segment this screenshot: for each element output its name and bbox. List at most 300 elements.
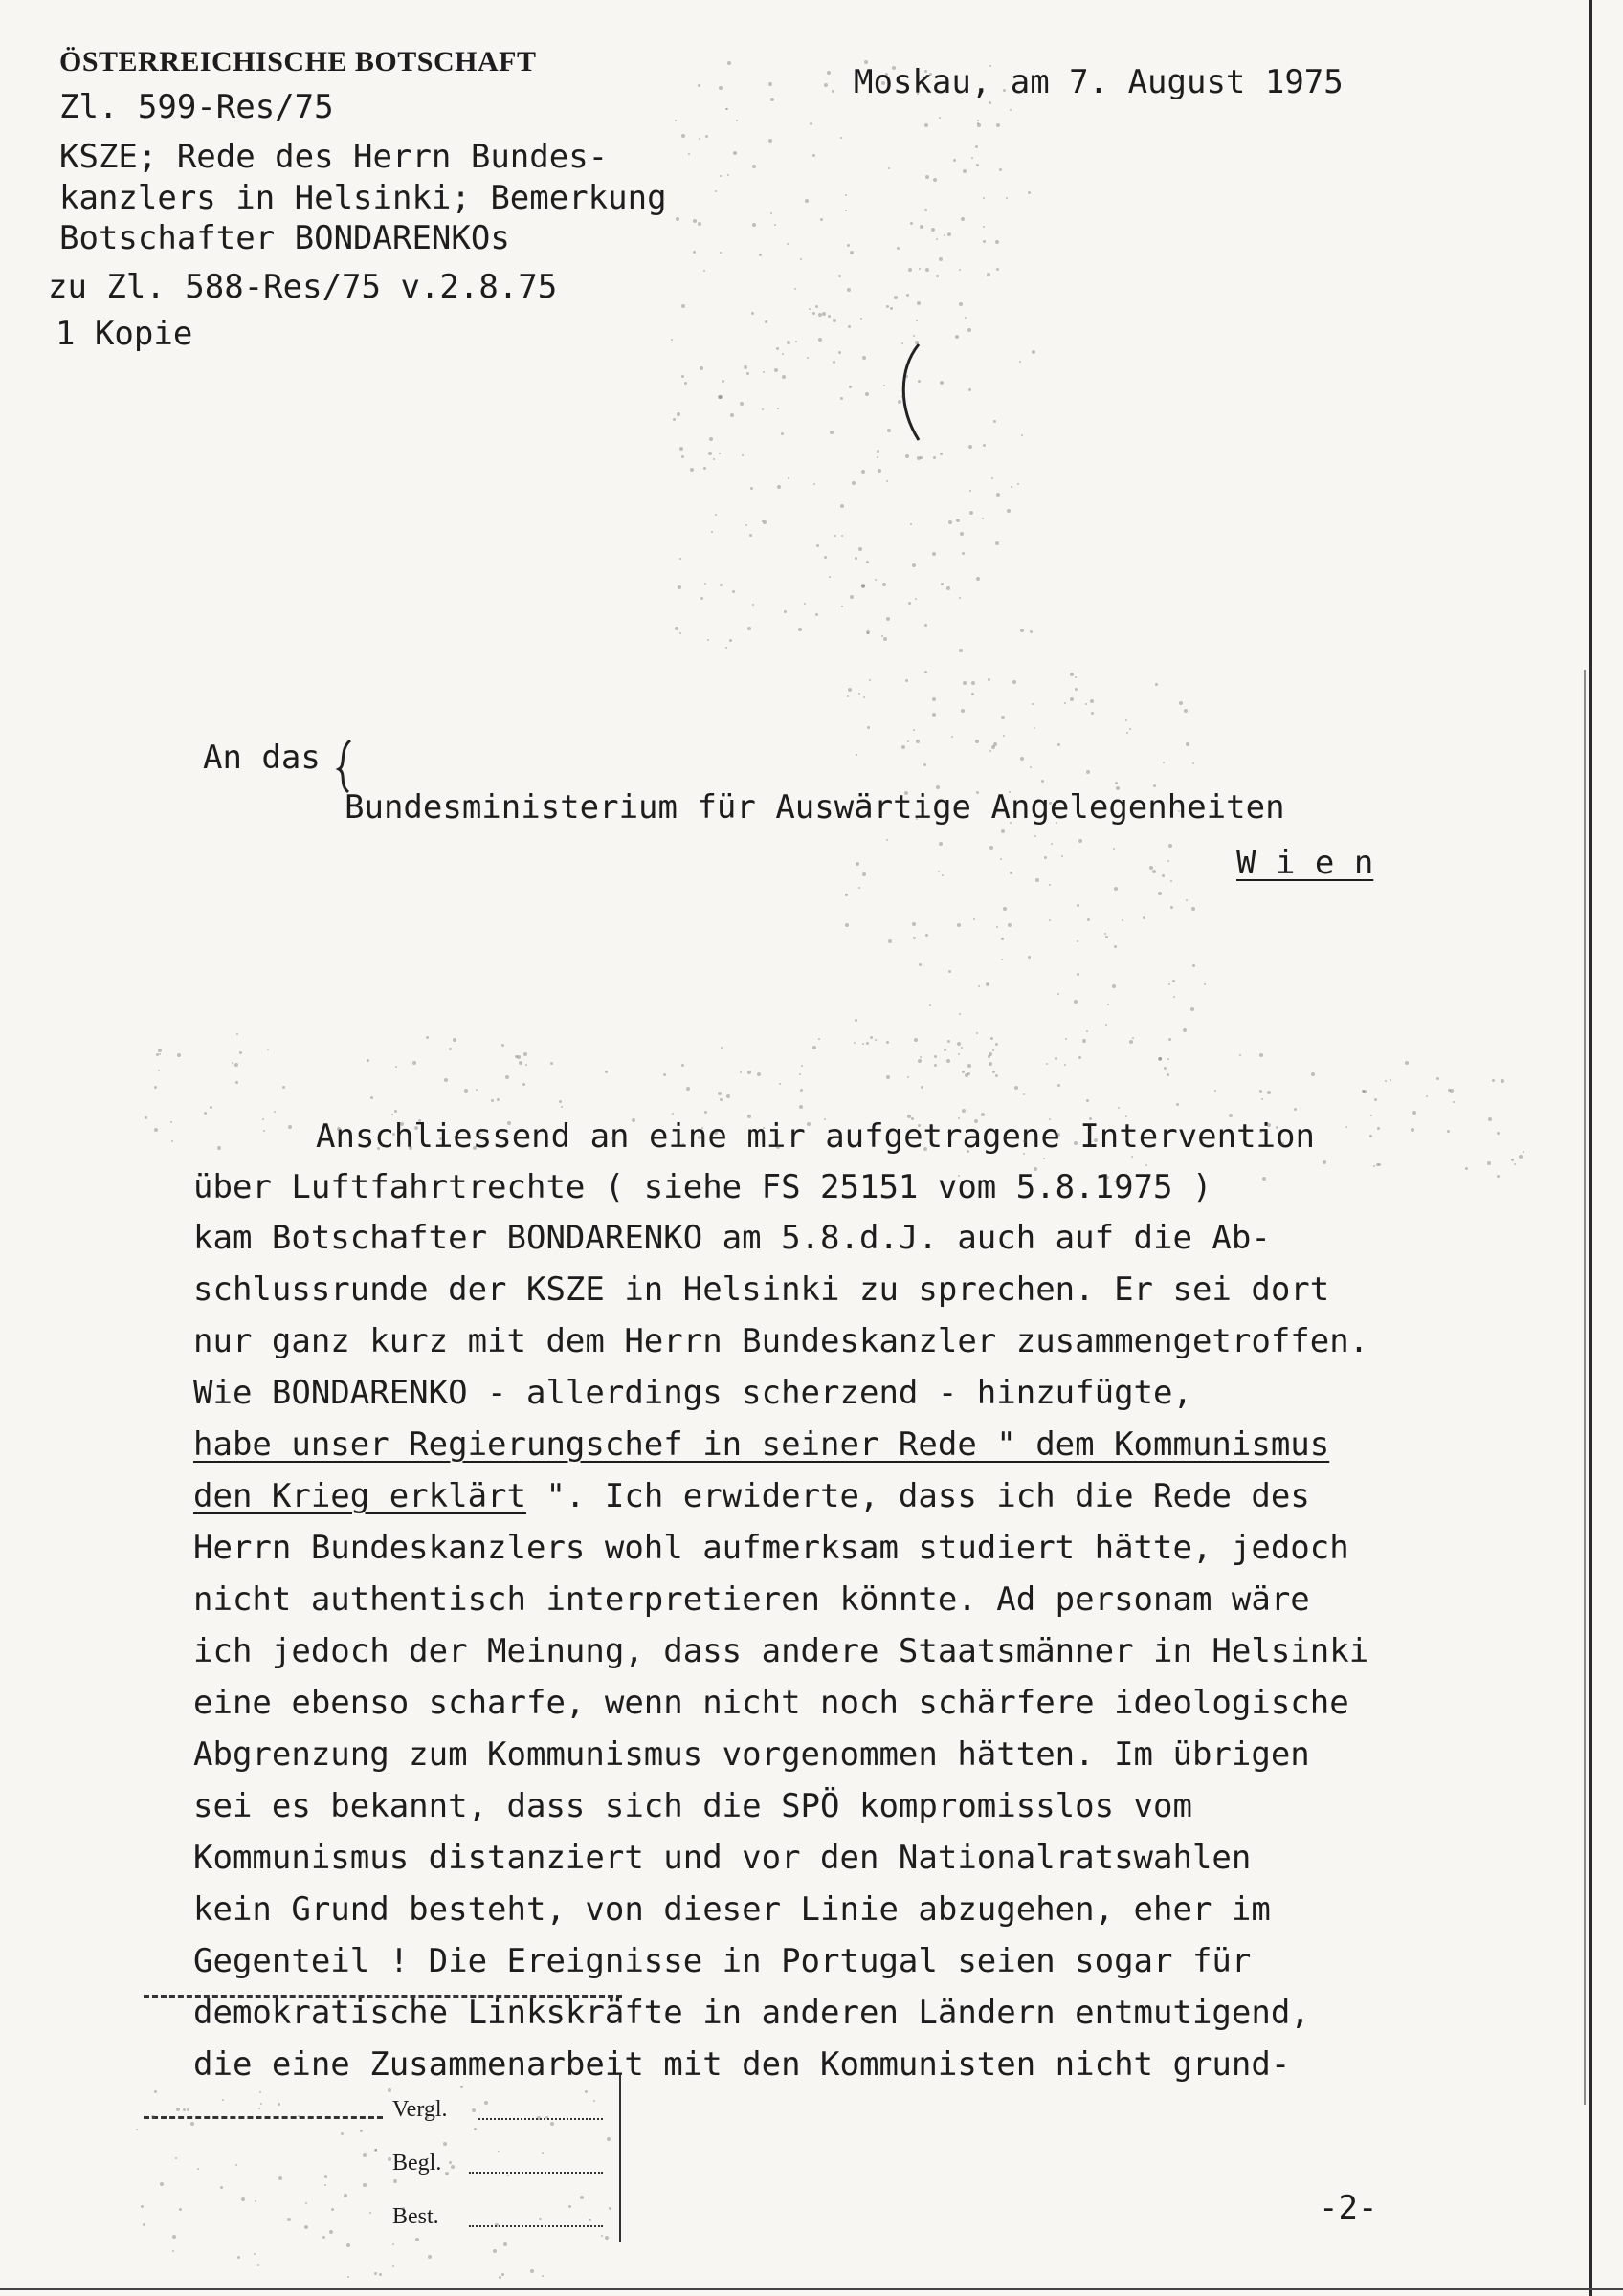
scan-speckle	[883, 637, 887, 641]
scan-speckle	[476, 1089, 478, 1091]
scan-speckle	[1519, 1155, 1523, 1159]
scan-speckle	[977, 120, 979, 121]
scan-speckle	[363, 2153, 367, 2157]
scan-speckle	[906, 294, 909, 297]
scan-speckle	[801, 1065, 803, 1067]
scan-speckle	[841, 606, 843, 607]
scan-speckle	[154, 1086, 157, 1089]
scan-speckle	[953, 159, 956, 162]
scan-speckle	[720, 175, 722, 177]
scan-speckle	[1497, 1132, 1500, 1135]
scan-speckle	[959, 302, 963, 306]
scan-speckle	[1008, 923, 1012, 927]
scan-speckle	[989, 750, 991, 752]
scan-speckle	[975, 740, 979, 743]
scan-speckle	[818, 338, 822, 342]
scan-speckle	[1064, 1064, 1066, 1066]
scan-speckle	[681, 455, 684, 458]
scan-speckle	[812, 1046, 816, 1049]
stamp-label-begl: Begl.	[392, 2151, 442, 2175]
scan-speckle	[752, 223, 756, 227]
scan-speckle	[605, 2236, 609, 2240]
scan-speckle	[883, 385, 885, 386]
scan-speckle	[840, 137, 842, 139]
scan-speckle	[523, 1052, 527, 1056]
scan-speckle	[932, 697, 936, 701]
scan-speckle	[934, 1064, 937, 1067]
scan-speckle	[782, 353, 784, 355]
scan-speckle	[777, 485, 781, 489]
scan-speckle	[946, 586, 950, 590]
scan-speckle	[1114, 887, 1118, 891]
stamp-begl-dots	[469, 2172, 603, 2174]
scan-speckle	[259, 2091, 261, 2093]
scan-speckle	[768, 82, 772, 86]
scan-speckle	[304, 2225, 308, 2229]
scan-speckle	[1373, 1165, 1375, 1167]
scan-speckle	[815, 305, 818, 308]
scan-speckle	[845, 210, 847, 211]
scan-speckle	[1465, 1167, 1468, 1170]
scan-speckle	[479, 1133, 481, 1135]
scan-speckle	[1511, 1159, 1514, 1161]
scan-speckle	[1170, 880, 1172, 882]
body-line-14: sei es bekannt, dass sich die SPÖ kompromisslos vom	[193, 1787, 1192, 1825]
scan-speckle	[971, 157, 973, 159]
scan-speckle	[278, 2103, 280, 2106]
scan-speckle	[679, 447, 683, 451]
scan-speckle	[961, 1047, 963, 1049]
scan-speckle	[713, 458, 715, 460]
scan-speckle	[824, 83, 828, 87]
scan-speckle	[795, 341, 797, 342]
scan-speckle	[742, 454, 744, 456]
scan-speckle	[845, 923, 849, 927]
scan-speckle	[777, 408, 779, 409]
scan-speckle	[976, 1032, 978, 1034]
scan-speckle	[720, 584, 723, 586]
scan-speckle	[346, 2243, 350, 2247]
scan-speckle	[901, 745, 905, 749]
scan-speckle	[957, 1042, 961, 1046]
scan-speckle	[961, 709, 965, 713]
scan-speckle	[711, 531, 713, 533]
scan-speckle	[862, 872, 866, 876]
body-line-17: Gegenteil ! Die Ereignisse in Portugal seien sogar für	[193, 1942, 1252, 1980]
scan-speckle	[1152, 870, 1156, 873]
scan-speckle	[875, 579, 877, 581]
scan-speckle	[460, 2086, 463, 2088]
scan-speckle	[1107, 1004, 1109, 1005]
scan-speckle	[439, 1137, 442, 1140]
scan-speckle	[1378, 1163, 1381, 1166]
stamp-row-best	[392, 2204, 439, 2230]
scan-speckle	[867, 726, 870, 729]
scan-speckle	[870, 1036, 873, 1039]
scan-speckle	[522, 1083, 525, 1086]
scan-speckle	[974, 1119, 978, 1123]
scan-speckle	[990, 1037, 993, 1040]
scan-speckle	[932, 552, 936, 556]
scan-speckle	[428, 2255, 432, 2259]
scan-speckle	[449, 2161, 452, 2164]
scan-speckle	[720, 252, 722, 254]
scan-speckle	[996, 123, 1000, 127]
scan-speckle	[1114, 945, 1117, 948]
scan-speckle	[733, 151, 737, 155]
scan-speckle	[392, 2243, 394, 2245]
scan-speckle	[858, 693, 860, 695]
scan-speckle	[944, 1049, 946, 1051]
scan-speckle	[498, 2151, 500, 2152]
scan-speckle	[809, 308, 811, 310]
scan-speckle	[996, 493, 1000, 497]
scan-speckle	[234, 1063, 238, 1067]
scan-speckle	[774, 368, 778, 372]
scan-speckle	[550, 1062, 553, 1065]
scan-speckle	[426, 1036, 429, 1039]
scan-speckle	[363, 2183, 367, 2187]
scan-speckle	[1086, 1099, 1089, 1102]
scan-speckle	[1010, 109, 1012, 111]
scan-speckle	[1090, 699, 1094, 703]
scan-speckle	[918, 1059, 922, 1063]
scan-speckle	[920, 1056, 922, 1058]
scan-speckle	[1176, 1103, 1179, 1106]
body-line-12: eine ebenso scharfe, wenn nicht noch schärfere ideologische	[193, 1684, 1349, 1722]
scan-speckle	[708, 452, 712, 455]
scan-speckle	[684, 382, 687, 385]
scan-speckle	[160, 2182, 164, 2186]
scan-speckle	[392, 2265, 394, 2267]
scan-speckle	[976, 164, 979, 166]
scan-speckle	[158, 1070, 160, 1071]
stamp-row-begl	[392, 2151, 441, 2176]
scan-speckle	[1125, 719, 1127, 721]
scan-speckle	[1000, 858, 1002, 860]
scan-speckle	[925, 934, 928, 937]
scan-speckle	[673, 418, 676, 421]
scan-speckle	[959, 597, 961, 599]
scan-speckle	[794, 288, 796, 290]
scan-speckle	[1184, 709, 1188, 713]
scan-speckle	[1010, 822, 1012, 824]
scan-speckle	[1075, 676, 1077, 678]
scan-speckle	[1023, 1093, 1025, 1095]
body-line-11: ich jedoch der Meinung, dass andere Staatsmänner in Helsinki	[193, 1632, 1369, 1670]
scan-speckle	[663, 1073, 666, 1076]
scan-speckle	[1077, 973, 1079, 976]
scan-speckle	[848, 688, 852, 692]
scan-speckle	[931, 228, 935, 232]
scan-speckle	[765, 320, 767, 323]
scan-speckle	[1436, 1077, 1439, 1080]
scan-speckle	[897, 247, 900, 250]
scan-speckle	[961, 217, 965, 221]
scan-speckle	[939, 117, 941, 119]
scan-speckle	[1183, 1028, 1187, 1032]
scan-speckle	[298, 2115, 300, 2117]
scan-speckle	[1385, 1080, 1387, 1082]
scan-speckle	[1345, 1126, 1347, 1128]
scan-speckle	[866, 630, 870, 634]
scan-speckle	[1087, 918, 1090, 921]
scan-speckle	[788, 477, 789, 479]
scan-speckle	[947, 232, 951, 236]
scan-speckle	[1065, 1038, 1067, 1040]
scan-speckle	[175, 2157, 177, 2159]
scan-speckle	[798, 628, 802, 631]
scan-speckle	[885, 73, 888, 76]
scan-speckle	[260, 2103, 262, 2105]
scan-speckle	[1129, 1040, 1133, 1044]
scan-speckle	[676, 217, 679, 221]
scan-speckle	[757, 1072, 761, 1076]
scan-speckle	[727, 61, 731, 65]
scan-speckle	[451, 2165, 455, 2169]
scan-speckle	[913, 335, 915, 337]
scan-speckle	[707, 639, 709, 641]
scan-speckle	[929, 73, 932, 76]
scan-speckle	[847, 695, 849, 697]
scan-speckle	[781, 432, 784, 435]
scan-speckle	[722, 380, 724, 383]
scan-speckle	[947, 1040, 950, 1043]
scan-speckle	[988, 1055, 990, 1058]
scan-speckle	[671, 339, 673, 341]
scan-speckle	[941, 583, 944, 585]
scan-speckle	[388, 2088, 391, 2092]
scan-speckle	[1453, 1101, 1455, 1103]
scan-speckle	[601, 2235, 603, 2237]
scan-speckle	[1044, 856, 1047, 859]
scan-speckle	[414, 1126, 418, 1130]
scan-speckle	[681, 134, 685, 138]
scan-speckle	[996, 268, 999, 271]
scan-speckle	[1077, 904, 1079, 907]
scan-speckle	[888, 167, 890, 169]
scan-speckle	[865, 392, 869, 396]
scan-speckle	[958, 1175, 960, 1177]
scan-speckle	[1001, 938, 1004, 940]
scan-speckle	[946, 1059, 950, 1063]
scan-speckle	[1501, 1079, 1504, 1083]
scan-speckle	[379, 2273, 382, 2276]
scan-speckle	[187, 2108, 189, 2111]
scan-speckle	[370, 1096, 373, 1099]
scan-speckle	[561, 1106, 563, 1108]
scan-speckle	[948, 520, 952, 524]
body-line-3: kam Botschafter BONDARENKO am 5.8.d.J. auch auf die Ab-	[193, 1219, 1271, 1257]
scan-speckle	[933, 456, 936, 459]
scan-speckle	[176, 2108, 180, 2111]
scan-speckle	[232, 1062, 233, 1064]
scan-speckle	[989, 846, 993, 850]
scan-speckle	[418, 1119, 421, 1122]
scan-speckle	[1041, 780, 1044, 783]
scan-speckle	[678, 585, 681, 589]
scan-speckle	[848, 325, 851, 328]
scan-speckle	[919, 963, 922, 966]
scan-speckle	[869, 679, 871, 681]
scan-speckle	[1105, 1024, 1107, 1026]
scan-speckle	[305, 2202, 307, 2204]
stamp-top-dash	[144, 1995, 622, 1998]
scan-speckle	[1426, 1095, 1428, 1097]
scan-speckle	[886, 617, 890, 621]
scan-speckle	[763, 520, 767, 524]
scan-speckle	[726, 1094, 730, 1098]
scan-speckle	[924, 209, 927, 211]
scan-speckle	[989, 65, 991, 67]
scan-speckle	[834, 535, 836, 537]
scan-speckle	[840, 504, 844, 508]
scan-speckle	[235, 1081, 238, 1084]
bottom-edge-rule	[0, 2288, 1623, 2290]
scan-speckle	[888, 939, 892, 943]
scan-speckle	[254, 2253, 256, 2255]
scan-speckle	[1131, 1156, 1133, 1158]
scan-speckle	[501, 2273, 504, 2276]
scan-speckle	[491, 1099, 494, 1102]
scan-speckle	[1078, 839, 1082, 843]
scan-speckle	[1311, 1072, 1315, 1076]
scan-speckle	[886, 1075, 890, 1079]
scan-speckle	[679, 558, 681, 560]
scan-speckle	[782, 375, 786, 379]
scan-speckle	[172, 2235, 176, 2239]
scan-speckle	[1086, 1030, 1088, 1032]
prior-reference: zu Zl. 588-Res/75 v.2.8.75	[48, 268, 558, 306]
scan-speckle	[453, 1038, 456, 1042]
scan-speckle	[983, 226, 985, 228]
scan-speckle	[725, 108, 727, 110]
scan-speckle	[154, 1128, 158, 1132]
scan-speckle	[969, 490, 971, 492]
scan-speckle	[324, 2184, 326, 2186]
scan-speckle	[1167, 1073, 1169, 1076]
scan-speckle	[957, 923, 961, 927]
scan-speckle	[507, 1121, 511, 1125]
scan-speckle	[1006, 197, 1008, 199]
scan-speckle	[239, 1051, 242, 1054]
scan-speckle	[878, 469, 881, 473]
scan-speckle	[158, 1049, 162, 1052]
scan-speckle	[499, 2276, 501, 2279]
scan-speckle	[210, 1106, 212, 1109]
scan-speckle	[1061, 855, 1063, 857]
scan-speckle	[675, 627, 678, 630]
scan-speckle	[978, 985, 980, 987]
scan-speckle	[1450, 1089, 1454, 1093]
scan-speckle	[1070, 673, 1074, 676]
scan-speckle	[505, 1075, 509, 1079]
scan-speckle	[916, 320, 918, 321]
scan-speckle	[999, 168, 1002, 171]
scan-speckle	[1028, 956, 1031, 959]
scan-speckle	[855, 557, 857, 560]
scan-speckle	[988, 678, 990, 681]
scan-speckle	[938, 871, 940, 872]
scan-speckle	[1186, 899, 1188, 901]
scan-speckle	[942, 874, 944, 876]
scan-speckle	[1114, 1181, 1116, 1182]
scan-speckle	[852, 481, 856, 485]
scan-speckle	[1229, 1114, 1233, 1117]
scan-speckle	[1074, 1000, 1078, 1004]
scan-speckle	[171, 1140, 173, 1142]
scan-speckle	[1158, 1057, 1162, 1061]
scan-speckle	[1032, 703, 1034, 705]
scan-speckle	[913, 937, 916, 939]
scan-speckle	[912, 922, 916, 926]
scan-speckle	[770, 212, 772, 214]
scan-speckle	[1369, 1135, 1372, 1137]
handwritten-bracket-mark	[890, 340, 928, 445]
scan-speckle	[1267, 1091, 1271, 1094]
scan-speckle	[1132, 1037, 1134, 1039]
scan-speckle	[968, 388, 971, 391]
scan-speckle	[908, 268, 912, 272]
scan-speckle	[1049, 1118, 1051, 1120]
scan-speckle	[331, 2208, 334, 2211]
scan-speckle	[750, 487, 753, 490]
scan-speckle	[278, 2176, 282, 2180]
scan-speckle	[593, 2100, 595, 2102]
scan-speckle	[1122, 919, 1123, 921]
scan-speckle	[1523, 1151, 1524, 1153]
scan-speckle	[263, 1130, 265, 1132]
scan-speckle	[1051, 843, 1053, 845]
scan-speckle	[1055, 1057, 1057, 1060]
scan-speckle	[925, 175, 929, 179]
scan-speckle	[719, 395, 723, 399]
scan-speckle	[718, 1092, 722, 1095]
scan-speckle	[995, 240, 999, 244]
scan-speckle	[1021, 434, 1023, 436]
scan-speckle	[1168, 983, 1170, 985]
scan-speckle	[861, 585, 865, 588]
scan-speckle	[799, 1105, 803, 1109]
scan-speckle	[963, 169, 967, 173]
body-line-8-rest: ". Ich erwiderte, dass ich die Rede des	[526, 1477, 1310, 1515]
scan-speckle	[324, 2175, 327, 2178]
scan-speckle	[959, 269, 961, 271]
scan-speckle	[262, 1118, 264, 1120]
scan-speckle	[951, 736, 953, 738]
scan-speckle	[934, 1055, 937, 1058]
scan-speckle	[882, 583, 886, 586]
scan-speckle	[995, 1043, 998, 1046]
scan-speckle	[907, 1076, 909, 1078]
scan-speckle	[958, 1053, 960, 1055]
scan-speckle	[982, 1180, 985, 1182]
scan-speckle	[762, 408, 764, 410]
scan-speckle	[715, 190, 717, 192]
scan-speckle	[1046, 1063, 1048, 1065]
subject-line-1: KSZE; Rede des Herrn Bundes-	[59, 138, 609, 176]
scan-speckle	[501, 1044, 504, 1047]
scan-speckle	[507, 2175, 509, 2176]
scan-speckle	[1057, 993, 1059, 995]
scan-speckle	[1118, 1107, 1120, 1109]
scan-speckle	[1003, 907, 1007, 911]
scan-speckle	[992, 1049, 994, 1051]
scan-speckle	[1167, 860, 1169, 862]
scan-speckle	[860, 318, 862, 320]
scan-speckle	[1487, 1161, 1491, 1165]
scan-speckle	[1261, 1098, 1263, 1100]
